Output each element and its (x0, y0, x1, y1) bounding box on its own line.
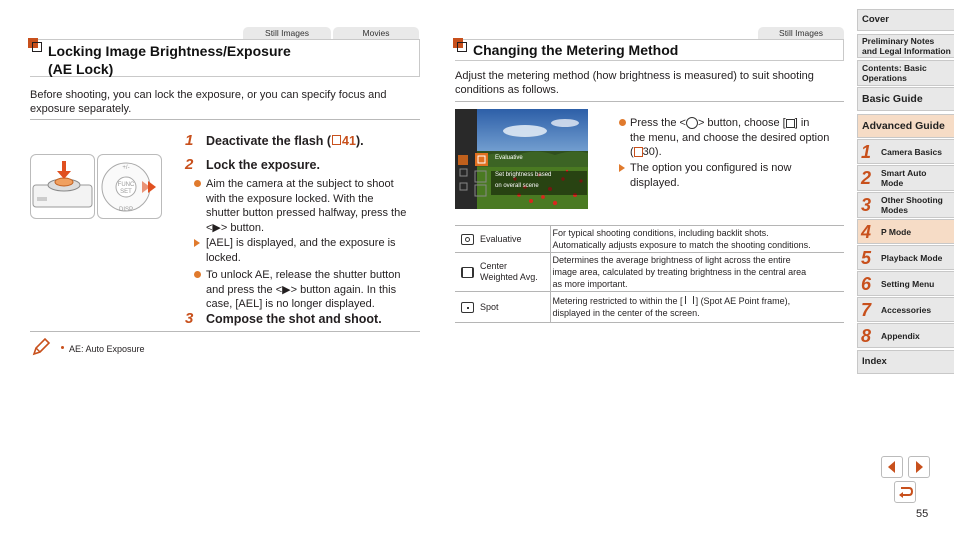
nav-chapter-6[interactable]: 6 Setting Menu (857, 271, 954, 296)
step-1-title-text: Deactivate the flash ( (206, 134, 332, 148)
result-arrow-icon (194, 239, 200, 247)
heading-marker-outline (32, 42, 42, 52)
table-row (455, 226, 844, 253)
nav-advanced-guide[interactable]: Advanced Guide (857, 114, 954, 138)
description-cell: Determines the average brightness of light across the entire image area, calculated by treating brightness in the central area as more important. (550, 253, 844, 292)
func-set-button-icon (686, 117, 698, 129)
divider (30, 119, 420, 120)
nav-chapter-7[interactable]: 7 Accessories (857, 297, 954, 322)
evaluative-metering-icon (786, 119, 795, 128)
bullet-dot (194, 180, 201, 187)
step-2-result: [AEL] is displayed, and the exposure is locked. (206, 237, 396, 264)
nav-chapter-5[interactable]: 5 Playback Mode (857, 245, 954, 270)
bullet-dot (194, 271, 201, 278)
arrow-left-icon (882, 457, 902, 477)
screen-mode-label: Evaluative (495, 155, 523, 161)
nav-chapter-2[interactable]: 2 Smart Auto Mode (857, 165, 954, 191)
step-1-title-end: ). (355, 134, 364, 148)
tab-still-images-right: Still Images (758, 27, 844, 39)
step-number-2: 2 (185, 156, 194, 173)
bullet-dot (619, 119, 626, 126)
step-3-title: Compose the shot and shoot. (206, 312, 382, 326)
page-number: 55 (916, 508, 929, 520)
page-title (48, 42, 291, 78)
spot-metering-icon (461, 302, 474, 313)
camera-top-illustration (30, 154, 95, 219)
divider (30, 331, 420, 332)
description-cell: For typical shooting conditions, including backlit shots. Automatically adjusts exposure to match the shooting conditions. (550, 226, 844, 253)
metering-bullet-1: Press the < > button, choose [ ] in the menu, and choose the desired option ( 30). (630, 117, 830, 159)
mode-cell: Center Weighted Avg. (455, 253, 550, 292)
page-ref-link[interactable]: 30). (642, 146, 662, 159)
tab-still-images: Still Images (243, 27, 331, 39)
previous-page-button[interactable] (881, 456, 903, 478)
svg-text:FUNC: FUNC (117, 182, 135, 188)
divider (455, 101, 844, 102)
step-2-bullet-1: Aim the camera at the subject to shoot with the exposure locked. With the shutter button pressed halfway, press the <▶> button. (206, 178, 407, 234)
nav-contents-basic[interactable]: Contents: Basic Operations (857, 60, 954, 86)
step-2-bullet-2: To unlock AE, release the shutter button and press the <▶> button again. In this case, [AEL] is no longer displayed. (206, 269, 401, 311)
tab-movies: Movies (333, 27, 419, 39)
metering-intro: Adjust the metering method (how brightness is measured) to suit shooting conditions as follows. (455, 70, 814, 96)
note-text: AE: Auto Exposure (69, 344, 145, 354)
nav-cover[interactable]: Cover (857, 9, 954, 31)
next-page-button[interactable] (908, 456, 930, 478)
section-title: Changing the Metering Method (473, 42, 679, 58)
mode-cell: Spot (455, 292, 550, 323)
screen-help-line-1: Set brightness based (495, 172, 552, 178)
page-ref-link[interactable]: 41 (342, 134, 356, 148)
section-heading-metering (455, 39, 844, 61)
nav-chapter-1[interactable]: 1 Camera Basics (857, 139, 954, 164)
page-ref-icon (332, 135, 341, 145)
metering-result: The option you configured is now displayed. (630, 162, 792, 189)
svg-text:SET: SET (120, 189, 132, 195)
svg-text:+/-: +/- (122, 165, 130, 171)
step-number-3: 3 (185, 310, 194, 327)
step-number-1: 1 (185, 132, 194, 149)
note-bullet (61, 346, 64, 349)
step-2-title: Lock the exposure. (206, 158, 320, 172)
camera-back-dial-illustration (97, 154, 162, 219)
center-weighted-icon (461, 267, 474, 278)
result-arrow-icon (619, 164, 625, 172)
nav-chapter-3[interactable]: 3 Other Shooting Modes (857, 192, 954, 218)
nav-chapter-8[interactable]: 8 Appendix (857, 323, 954, 348)
section-heading-ae-lock (30, 39, 420, 77)
screen-help-line-2: on overall scene (495, 183, 539, 189)
mode-cell: Evaluative (455, 226, 550, 253)
heading-line-1: Locking Image Brightness/Exposure (48, 43, 291, 59)
intro-text: Before shooting, you can lock the exposure, or you can specify focus and exposure separately. (30, 89, 387, 115)
pencil-note-icon (31, 337, 51, 362)
nav-chapter-4[interactable]: 4 P Mode (857, 219, 954, 244)
page-ref-icon (634, 147, 643, 157)
arrow-right-icon (909, 457, 929, 477)
heading-line-2: (AE Lock) (48, 61, 114, 77)
camera-menu-screenshot (455, 109, 588, 209)
description-cell: Metering restricted to within the [ ] (Spot AE Point frame), displayed in the center of the screen. (550, 292, 844, 323)
nav-index[interactable]: Index (857, 350, 954, 374)
nav-basic-guide[interactable]: Basic Guide (857, 87, 954, 111)
return-button[interactable] (894, 481, 916, 503)
evaluative-metering-icon (461, 234, 474, 245)
table-row (455, 253, 844, 292)
step-1-title (206, 134, 364, 149)
return-arrow-icon (895, 482, 915, 502)
nav-preliminary-notes[interactable]: Preliminary Notes and Legal Information (857, 34, 954, 58)
svg-text:DISP: DISP (118, 207, 134, 213)
heading-marker-outline (457, 42, 467, 52)
metering-table (455, 225, 844, 323)
table-row (455, 292, 844, 323)
spot-frame-icon (685, 296, 694, 304)
